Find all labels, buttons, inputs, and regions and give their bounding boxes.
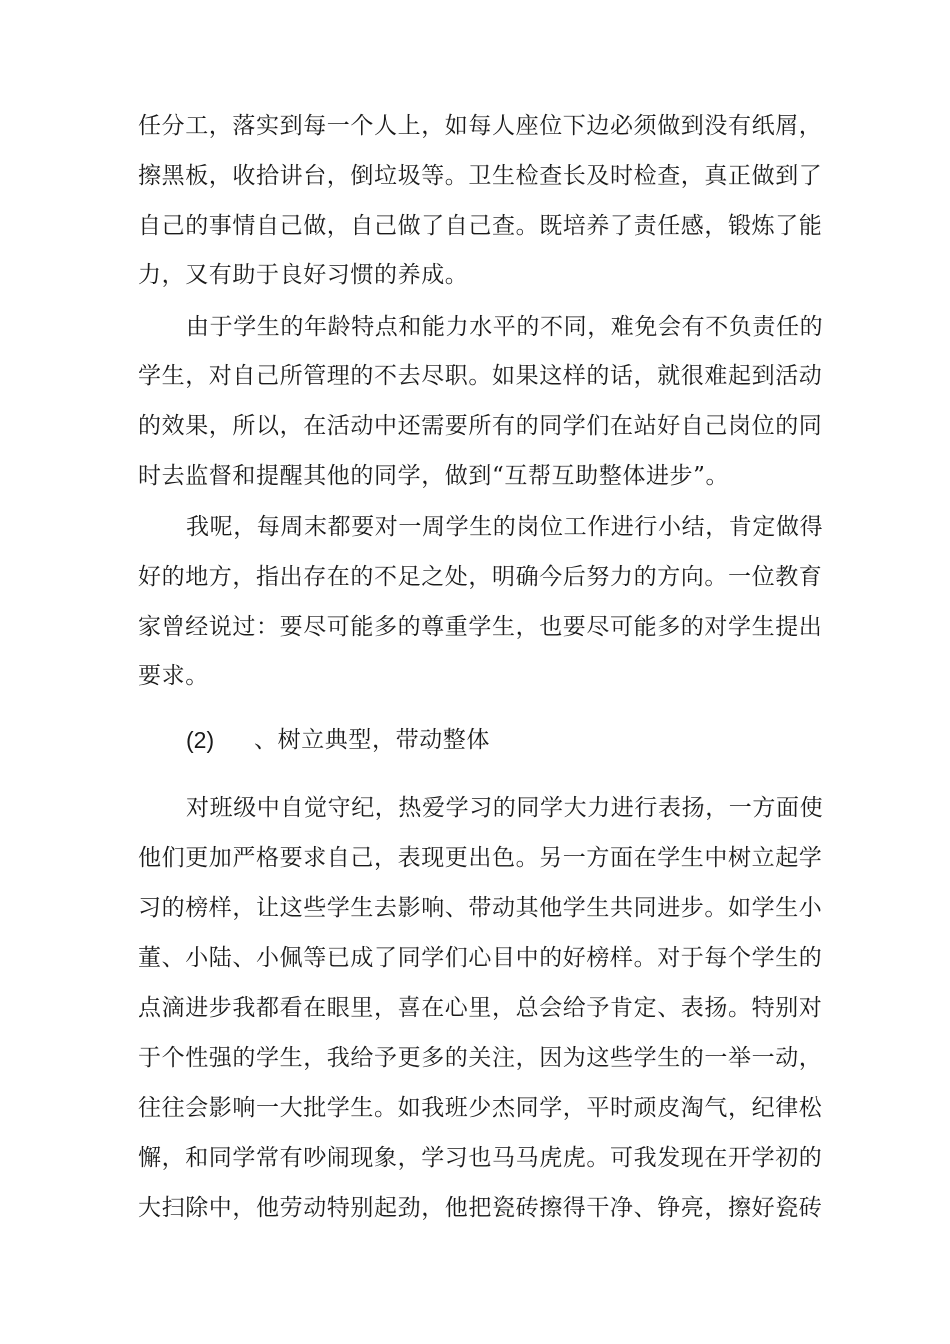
- text-line: 任分工，落实到每一个人上，如每人座位下边必须做到没有纸屑，: [138, 113, 823, 139]
- text-line: 学生，对自己所管理的不去尽职。如果这样的话，就很难起到活动: [138, 363, 823, 389]
- text-line: 我呢，每周末都要对一周学生的岗位工作进行小结，肯定做得: [186, 514, 824, 540]
- text-line: 时去监督和提醒其他的同学，做到“互帮互助整体进步”。: [138, 463, 730, 489]
- text-line: 自己的事情自己做，自己做了自己查。既培养了责任感，锻炼了能: [138, 213, 823, 239]
- text-line: 习的榜样，让这些学生去影响、带动其他学生共同进步。如学生小: [138, 895, 823, 921]
- text-line: 往往会影响一大批学生。如我班少杰同学，平时顽皮淘气，纪律松: [138, 1095, 823, 1121]
- text-line: 的效果，所以，在活动中还需要所有的同学们在站好自己岗位的同: [138, 413, 823, 439]
- text-line: 由于学生的年龄特点和能力水平的不同，难免会有不负责任的: [186, 314, 824, 340]
- text-line: 家曾经说过：要尽可能多的尊重学生，也要尽可能多的对学生提出: [138, 614, 823, 640]
- text-line: 力，又有助于良好习惯的养成。: [138, 262, 469, 288]
- text-line: 好的地方，指出存在的不足之处，明确今后努力的方向。一位教育: [138, 564, 823, 590]
- text-line: 懈，和同学常有吵闹现象，学习也马马虎虎。可我发现在开学初的: [138, 1145, 823, 1171]
- text-line: 要求。: [138, 663, 209, 689]
- text-line: 他们更加严格要求自己，表现更出色。另一方面在学生中树立起学: [138, 845, 823, 871]
- section-heading: 、树立典型，带动整体: [254, 727, 490, 753]
- text-line: 对班级中自觉守纪，热爱学习的同学大力进行表扬，一方面使: [186, 795, 824, 821]
- section-number: (2): [186, 727, 215, 753]
- text-line: 于个性强的学生，我给予更多的关注，因为这些学生的一举一动，: [138, 1045, 823, 1071]
- text-line: 董、小陆、小佩等已成了同学们心目中的好榜样。对于每个学生的: [138, 945, 823, 971]
- text-line: 点滴进步我都看在眼里，喜在心里，总会给予肯定、表扬。特别对: [138, 995, 823, 1021]
- text-line: 擦黑板，收拾讲台，倒垃圾等。卫生检查长及时检查，真正做到了: [138, 163, 823, 189]
- text-line: 大扫除中，他劳动特别起劲，他把瓷砖擦得干净、铮亮，擦好瓷砖: [138, 1195, 823, 1221]
